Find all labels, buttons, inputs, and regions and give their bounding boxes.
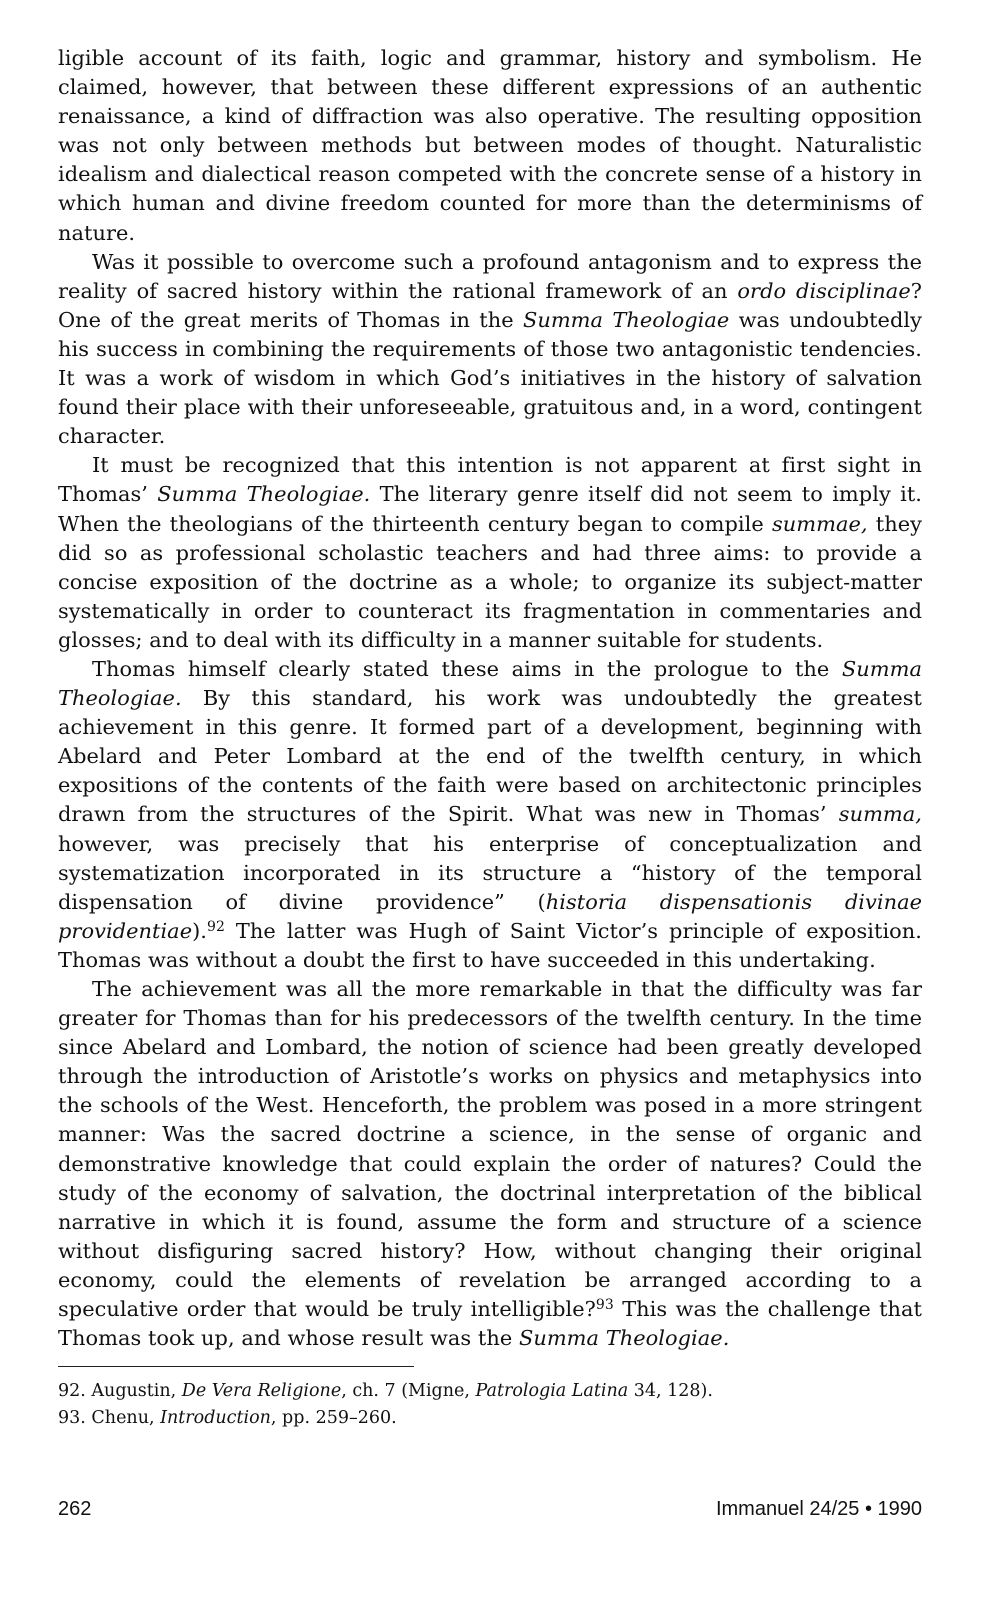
italic-run: De Vera Religione [181,1381,342,1401]
text-run: Augustin, [85,1381,182,1401]
text-run: , ch. 7 (Migne, [341,1381,476,1401]
text-run: however, was precisely that his enterprise of conceptualization and systematization incorporated in its structure a “history of the temporal dispensation of divine providence” ( [58,831,922,914]
footnotes [58,1378,922,1432]
journal-citation: Immanuel 24/25 • 1990 [715,1498,922,1520]
text-run: Was it possible to overcome such a profound antagonism and to express the reality of sacred history within the rational framework of an [58,249,922,303]
text-run: ? One of the great merits of Thomas in the [58,278,922,332]
page-footer [58,1497,922,1521]
italic-run: summa, [838,802,922,827]
text-run: By this standard, his work was undoubtedly the greatest achievement in this genre. It formed part of a development, beginning with Abelard and Peter Lombard at the end of the twelfth century, in which expositions of the contents of the faith were based on architectonic principles drawn from the structures of the Spirit. What was new in Thomas’ [58,686,922,827]
italic-run: historia dispensationis divinae providentiae [58,889,922,943]
text-run: ligible account of its faith, logic and grammar, history and symbolism. He claimed, however, that between these different expressions of an authentic renaissance, a kind of diffraction was also operative. The resulting opposition was not only between methods but between modes of thought. Naturalistic idealism and dialectical reason competed with the concrete sense of a history in which human and divine freedom counted for more than the determinisms of nature. [58,46,922,245]
italic-run: Introduction [160,1408,271,1428]
body-text [58,44,922,1353]
text-run: The literary genre itself did not seem to imply it. When the theologians of the thirteenth century began to compile [58,482,922,536]
footnote-92 [58,1378,922,1405]
italic-run: ordo disciplinae [737,278,911,303]
text-run: The achievement was all the more remarkable in that the difficulty was far greater for Thomas than for his predecessors of the twelfth century. In the time since Abelard and Lombard, the notion of science had been greatly developed through the introduction of Aristotle’s works on physics and metaphysics into the schools of the West. Henceforth, the problem was posed in a more stringent manner: Was the sacred doctrine a science, in the sense of organic and demonstrative knowledge that could explain the order of natures? Could the study of the economy of salvation, the doctrinal interpretation of the biblical narrative in which it is found, assume the form and structure of a science without disfiguring sacred history? How, without changing their original economy, could the elements of revelation be arranged according to a speculative order that would be truly intelligible? [58,977,922,1322]
text-run: Thomas himself clearly stated these aims in the prologue to the [92,656,842,681]
paragraph-2 [58,248,922,452]
italic-run: Patrologia Latina [475,1381,629,1401]
paragraph-3 [58,451,922,655]
text-run: was undoubtedly his success in combining the requirements of those two antagonistic tendencies. It was a work of wisdom in which God’s initiatives in the history of salvation found their place with their unforeseeable, gratuitous and, in a word, contingent character. [58,307,922,449]
text-run: It must be recognized that this intention is not apparent at first sight in Thomas’ [58,453,922,507]
italic-run: summae, [772,511,868,536]
italic-run: Summa Theologiae. [157,482,371,507]
paragraph-1 [58,44,922,248]
page-number: 262 [58,1498,92,1520]
text-run: ). [192,918,208,943]
footnote-number: 93. [58,1408,86,1428]
footnote-divider [58,1366,414,1367]
italic-run: Summa Theologiae. [518,1326,730,1351]
italic-run: Summa Theologiae. [58,656,922,711]
text-run: This was the challenge that Thomas took up, and whose result was the [58,1297,922,1351]
footnote-number: 92. [58,1381,86,1401]
text-run: , pp. 259–260. [270,1408,397,1428]
text-run: they did so as professional scholastic teachers and had three aims: to provide a concise exposition of the doctrine as a whole; to organize its subject-matter systematically in order to counteract its fragmentation in commentaries and glosses; and to deal with its difficulty in a manner suitable for students. [58,511,923,652]
footnote-ref-93[interactable]: 93 [595,1297,614,1314]
paragraph-5 [58,975,922,1353]
footnote-93 [58,1405,922,1432]
text-run: 34, 128). [628,1381,713,1401]
text-run: The latter was Hugh of Saint Victor’s principle of exposition. Thomas was without a doubt the first to have succeeded in this undertaking. [58,918,922,972]
paragraph-4 [58,655,922,975]
italic-run: Summa Theologiae [522,307,730,332]
footnote-ref-92[interactable]: 92 [207,918,225,935]
text-run: Chenu, [85,1408,161,1428]
